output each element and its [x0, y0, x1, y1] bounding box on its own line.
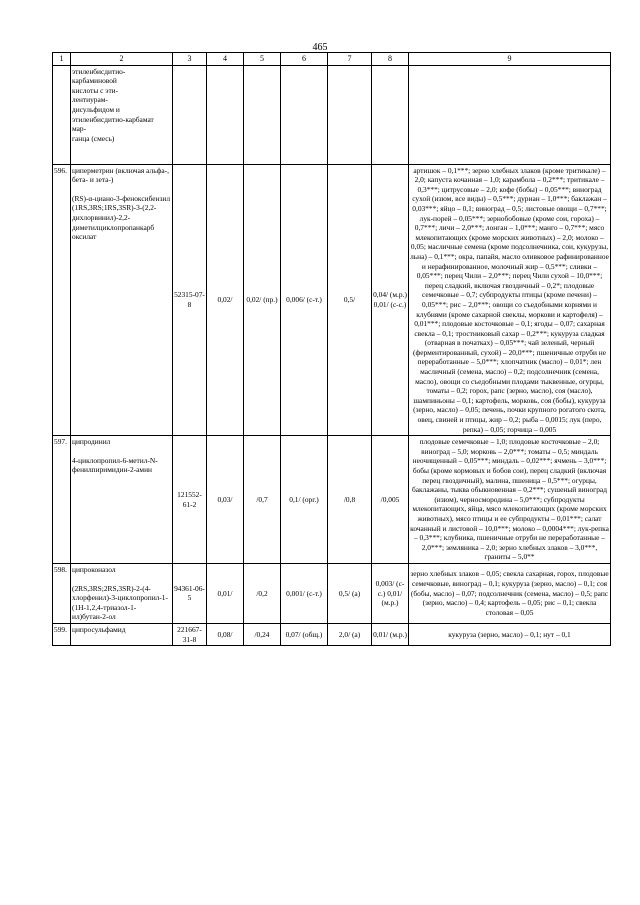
row-number: 596.	[53, 164, 71, 436]
substance-chemical-name: (2RS,3RS;2RS,3SR)-2-(4-хлорфенил)-3-циклопропил-1-(1H-1,2,4-триазол-1-ил)бутан-2-ол	[72, 583, 168, 622]
value-col8: 0,04/ (м.р.) 0,01/ (с-с.)	[372, 164, 409, 436]
col-header-7: 7	[328, 53, 372, 66]
col-header-9: 9	[409, 53, 611, 66]
value-col8: 0,01/ (м.р.)	[372, 623, 409, 645]
table-row	[53, 563, 611, 623]
value-col4: 0,08/	[207, 623, 244, 645]
mrl-list: плодовые семечковые – 1,0; плодовые косточковые – 2,0; виноград – 5,0; морковь – 2,0***; томаты – 0,5; миндаль неочищенный – 0,05***; миндаль – 0,02***; ячмень – 3,0***; бобы (кроме кормовых и бобов сои), перец сладкий (включая перец гвоздичный), малина, пшеница – 0,5***; огурцы, баклажаны, тыква обыкновенная – 0,2***; сушеный виноград (изюм), черносмородина – 5,0***; субпродукты млекопитающих, яйца, мясо млекопитающих (кроме морских животных), мясо птицы и ее субпродукты – 0,01***; салат кочанный и листовой – 10,0***; молоко – 0,0004***; лук-репка – 0,3***; клубника, пшеничные отруби не переработанные – 2,0***; земляника – 2,0; зерно хлебных злаков – 3,0***, граниты – 5,0**	[409, 436, 611, 564]
value-col6: 0,001/ (с-т.)	[281, 563, 328, 623]
cas-number: 52315-07-8	[173, 164, 207, 436]
value-col5: /0,7	[244, 436, 281, 564]
table-row	[53, 436, 611, 564]
value-col5: 0,02/ (пр.)	[244, 164, 281, 436]
value-col8: /0,005	[372, 436, 409, 564]
substance-chemical-name: 4-циклопропил-6-метил-N-фенилпиримидин-2-амин	[72, 455, 158, 475]
mrl-list: артишок – 0,1***; зерно хлебных злаков (кроме тритикале) – 2,0; капуста кочанная – 1,0; карамбола – 0,2***; тритикале – 0,3***; цитрусовые – 2,0; кофе (бобы) – 0,05***; виноград сухой (изюм, все виды) – 0,5***; дуриан – 1,0***; баклажан – 0,03***; яйцо – 0,1; виноград – 0,5; листовые овощи – 0,7***; лук-порей – 0,05***; зернобобовые (кроме сои, гороха) – 0,7***; личи – 2,0***; лонган – 1,0***; манго – 0,7***; мясо млекопитающих (кроме морских животных) – 2,0; молоко – 0,05; масличные семена (кроме подсолнечника, сои, кукурузы, льна) – 0,1***; окра, папайя, масло оливковое рафинированное и нерафинированное, молочный жир – 0,5***; сливки – 0,05***; перец Чили – 2,0***; перец Чили сухой – 10,0***; перец сладкий, включая гвоздичный – 0,2*; плодовые семечковые – 0,7; субпродукты птицы (кроме печени) – 0,05***; рис – 2,0***; овощи со съедобными корнями и клубнями (кроме сахарной свеклы, моркови и картофеля) – 0,01***; плодовые косточковые – 0,1; ягоды – 0,07; сахарная свекла – 0,1; тростниковый сахар – 0,2***; кукуруза сладкая (отварная в початках) – 0,05***; чай зеленый, черный (ферментированный, сухой) – 20,0***; пшеничные отруби не переработанные – 5,0***; хлопчатник (масло) – 0,01*; лен масличный (семена, масло) – 0,2; подсолнечник (семена, масло), овощи со съедобными плодами тыквенные, огурцы, томаты – 0,2; горох, рапс (зерно, масло), соя (масло), шампиньоны – 0,1; картофель, морковь, соя (бобы), кукуруза (зерно, масло) – 0,05; печень, почки крупного рогатого скота, овец, свиней и птицы, жир – 0,2; рыба – 0,0015; лук (перо, репка) – 0,05; горчица – 0,005	[409, 164, 611, 436]
value-col7: 0,5/ (а)	[328, 563, 372, 623]
value-col7: /0,8	[328, 436, 372, 564]
substance-name	[71, 563, 173, 623]
cas-number: 221667-31-8	[173, 623, 207, 645]
substance-chemical-name: (RS)-α-циано-3-феноксибензил (1RS,3RS;1RS,3SR)-3-(2,2-дихлорвинил)-2,2-диметилциклопропанкарб оксилат	[72, 193, 171, 242]
cas-number: 94361-06-5	[173, 563, 207, 623]
col-header-1: 1	[53, 53, 71, 66]
value-col5: /0,2	[244, 563, 281, 623]
row-number: 599.	[53, 623, 71, 645]
col-header-5: 5	[244, 53, 281, 66]
value-col4: 0,02/	[207, 164, 244, 436]
row-number: 597.	[53, 436, 71, 564]
value-col4: 0,01/	[207, 563, 244, 623]
substance-common-name: ципроконазол	[72, 564, 116, 574]
row-number: 598.	[53, 563, 71, 623]
substance-name	[71, 436, 173, 564]
substance-common-name: циперметрин (включая альфа-, бета- и зета-)	[72, 165, 169, 185]
header-row	[53, 53, 611, 66]
substance-name	[71, 623, 173, 645]
value-col6: 0,1/ (орг.)	[281, 436, 328, 564]
table-row	[53, 164, 611, 436]
substance-common-name: ципродинил	[72, 437, 111, 447]
col-header-4: 4	[207, 53, 244, 66]
col-header-8: 8	[372, 53, 409, 66]
value-col6: 0,006/ (с-т.)	[281, 164, 328, 436]
mrl-list: кукуруза (зерно, масло) – 0,1; нут – 0,1	[409, 623, 611, 645]
regulation-table	[52, 52, 611, 646]
continuation-name: этиленбисдитио- карбаминовой кислоты с эти- лентиурам- дисульфидом и этиленбисдитио-карбамат мар- ганца (смесь)	[71, 65, 173, 164]
substance-name	[71, 164, 173, 436]
value-col4: 0,03/	[207, 436, 244, 564]
col-header-6: 6	[281, 53, 328, 66]
mrl-list: зерно хлебных злаков – 0,05; свекла сахарная, горох, плодовые семечковые, виноград – 0,1; кукуруза (зерно, масло) – 0,1; соя (бобы, масло) – 0,07; подсолнечник (семена, масло) – 0,5; рапс (зерно, масло) – 0,4; картофель – 0,05; рис – 0,1; свекла столовая – 0,05	[409, 563, 611, 623]
value-col7: 0,5/	[328, 164, 372, 436]
table-row	[53, 623, 611, 645]
page-number: 465	[312, 42, 328, 53]
col-header-3: 3	[173, 53, 207, 66]
continuation-row	[53, 65, 611, 164]
value-col6: 0,07/ (общ.)	[281, 623, 328, 645]
value-col7: 2,0/ (а)	[328, 623, 372, 645]
value-col8: 0,003/ (с-с.) 0,01/ (м.р.)	[372, 563, 409, 623]
cas-number: 121552-61-2	[173, 436, 207, 564]
col-header-2: 2	[71, 53, 173, 66]
value-col5: /0,24	[244, 623, 281, 645]
substance-common-name: ципросульфамид	[72, 624, 126, 634]
